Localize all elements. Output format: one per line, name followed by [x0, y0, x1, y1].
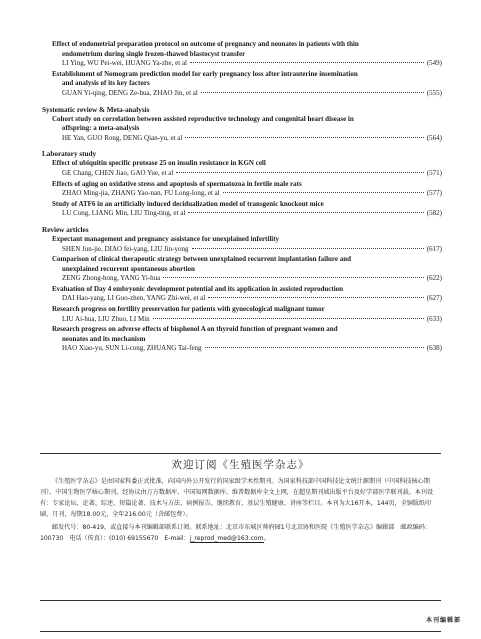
- toc-entry: [52, 200, 442, 219]
- article-title: [52, 305, 442, 315]
- dot-leader: [153, 318, 424, 319]
- article-title: [52, 180, 442, 190]
- authors-row: [52, 59, 442, 69]
- section-heading: Systematic review & Meta-analysis: [42, 105, 150, 114]
- article-authors: ZENG Zhong-hong, YANG Yi-hua: [62, 274, 161, 283]
- toc-section: [42, 149, 442, 219]
- dot-leader: [163, 277, 424, 278]
- authors-row: [52, 189, 442, 199]
- table-of-contents: [42, 40, 442, 354]
- footer-box: [40, 600, 441, 632]
- toc-entry: [52, 235, 442, 254]
- toc-entry: [52, 285, 442, 304]
- dot-leader: [201, 92, 424, 93]
- authors-row: [52, 169, 442, 179]
- article-title-line-1: Establishment of Nomogram prediction model for early pregnancy loss after intrauterine insemination: [52, 69, 358, 78]
- dot-leader: [185, 137, 423, 138]
- article-authors: DAI Hao-yang, LI Guo-zhen, YANG Zhi-wei, et al: [62, 294, 206, 303]
- subscription-title: 欢迎订阅《生殖医学杂志》: [171, 459, 310, 471]
- authors-row: [52, 274, 442, 284]
- article-title-line-1: Effect of endometrial preparation protocol on outcome of pregnancy and neonates in patients with thin: [52, 40, 359, 48]
- page-number: (571): [426, 168, 442, 177]
- article-title-line-2: offspring: a meta-analysis: [62, 124, 140, 133]
- article-title-line-1: Research progress on adverse effects of bisphenol A on thyroid function of pregnant women and: [52, 325, 338, 334]
- dot-leader: [188, 212, 424, 213]
- article-title-line-1: Effects of aging on oxidative stress and apoptosis of spermatozoa in fertile male rats: [52, 179, 302, 188]
- toc-entry: [52, 40, 442, 69]
- toc-section: [42, 225, 442, 354]
- article-title-line-2: neonates and its mechanism: [62, 334, 146, 343]
- authors-row: [52, 134, 442, 144]
- page-number: (582): [426, 209, 442, 218]
- subscription-paragraph-2: [40, 522, 441, 544]
- toc-section: [42, 105, 442, 144]
- page-number: (549): [426, 59, 442, 68]
- toc-entry: [52, 305, 442, 324]
- page-number: (564): [426, 133, 442, 142]
- editorial-office-label: 本刊编辑部: [425, 617, 461, 624]
- article-title-line-2: endometrium during single frozen-thawed blastocyst transfer: [62, 49, 246, 58]
- article-title-line-2: unexplained recurrent spontaneous abortion: [62, 264, 195, 273]
- article-title-line-1: Cohort study on correlation between assisted reproductive technology and congenital heart disease in: [52, 114, 354, 123]
- article-title: [52, 70, 442, 89]
- dot-leader: [205, 347, 424, 348]
- authors-row: [52, 89, 442, 99]
- article-title: [52, 285, 442, 295]
- article-title-line-1: Study of ATF6 in an artificially induced decidualization model of transgenic knockout mice: [52, 199, 324, 208]
- article-title: [52, 255, 442, 274]
- authors-row: [52, 344, 442, 354]
- article-title-line-1: Evaluation of Day 4 embryonic development potential and its application in assisted reproduction: [52, 284, 344, 293]
- article-title: [52, 159, 442, 169]
- article-authors: GE Chang, CHEN Jiao, GAO Yue, et al: [62, 168, 174, 177]
- page-number: (627): [426, 294, 442, 303]
- article-title: [52, 115, 442, 134]
- toc-section: [42, 40, 442, 99]
- article-title-line-1: Expectant management and pregnancy assistance for unexplained infertility: [52, 234, 280, 243]
- contact-info-end: 。: [263, 535, 270, 542]
- article-authors: ZHAO Ming-jia, ZHANG Yao-nan, FU Long-long, et al: [62, 189, 220, 198]
- dot-leader: [208, 297, 424, 298]
- article-title: [52, 325, 442, 344]
- article-title: [52, 200, 442, 210]
- article-authors: LU Cong, LIANG Min, LIU Ting-ting, et al: [62, 209, 186, 218]
- dot-leader: [190, 62, 424, 63]
- toc-entry: [52, 180, 442, 199]
- article-authors: HAO Xiao-yu, SUN Li-cong, ZHUANG Tai-feng: [62, 344, 202, 353]
- authors-row: [52, 209, 442, 219]
- article-title-line-1: Effect of ubiquitin specific protease 25 on insulin resistance in KGN cell: [52, 159, 266, 168]
- contact-info: 邮发代号：80-419，或直接与本刊编辑部联系订阅。联系地址：北京市东城区帅府园1号北京协和医院《生殖医学杂志》编辑部 邮政编码：100730 电话（传真）：(010) 69155670 E-mail：: [40, 524, 431, 542]
- email-link[interactable]: j_reprod_med@163.com: [189, 535, 264, 542]
- dot-leader: [223, 192, 424, 193]
- dot-leader: [176, 172, 423, 173]
- subscription-paragraph-1: 《生殖医学杂志》是由国家科委正式批准，向国内外公开发行的国家级学术性期刊。为国家科技部中国科技论文统计源期刊（中国科技核心期刊）、中国生物医学核心期刊。经协议由万方数据库、中国知网数据库、维普数据库全文上网，在超星期刊域出版平台及好学部医学联刊载。本刊设有：专家论坛、论著、综述、短篇论著、技术与方法、病例报告、继续教育、基层生殖健康、讲座等栏目。本刊为大16开本，144页，全铜版纸印刷，月刊，每期18.00元，全年216.00元（含邮包费）。: [40, 478, 434, 518]
- toc-entry: [52, 115, 442, 144]
- article-authors: SHEN Jun-jie, DIAO fei-yang, LIU Jin-yong: [62, 244, 189, 253]
- dot-leader: [192, 248, 424, 249]
- article-title: [52, 40, 442, 59]
- article-title-line-2: and analysis of its key factors: [62, 79, 150, 88]
- page-number: (617): [426, 244, 442, 253]
- page-number: (622): [426, 274, 442, 283]
- page-number: (633): [426, 314, 442, 323]
- authors-row: [52, 245, 442, 255]
- subscription-notice: [40, 458, 441, 544]
- article-title: [52, 235, 442, 245]
- article-authors: GUAN Yi-qing, DENG Ze-hua, ZHAO Jin, et al: [62, 88, 198, 97]
- page-number: (555): [426, 88, 442, 97]
- page-number: (577): [426, 189, 442, 198]
- toc-entry: [52, 325, 442, 354]
- section-heading: Review articles: [42, 225, 89, 234]
- authors-row: [52, 294, 442, 304]
- section-heading: Laboratory study: [42, 150, 97, 159]
- article-authors: LIU Ai-hua, LIU Zhuo, LI Min: [62, 314, 150, 323]
- article-authors: LI Ying, WU Pei-wei, HUANG Ya-zhe, et al: [62, 59, 188, 68]
- article-title-line-1: Comparison of clinical therapeutic strategy between unexplained recurrent implantation failure and: [52, 255, 352, 264]
- toc-entry: [52, 255, 442, 284]
- toc-entry: [52, 70, 442, 99]
- section-divider: [40, 453, 441, 454]
- article-authors: HE Yan, GUO Rong, DENG Qian-yu, et al: [62, 133, 183, 142]
- toc-entry: [52, 159, 442, 178]
- authors-row: [52, 315, 442, 325]
- page-number: (638): [426, 344, 442, 353]
- article-title-line-1: Research progress on fertility preservation for patients with gynecological malignant tumor: [52, 305, 325, 314]
